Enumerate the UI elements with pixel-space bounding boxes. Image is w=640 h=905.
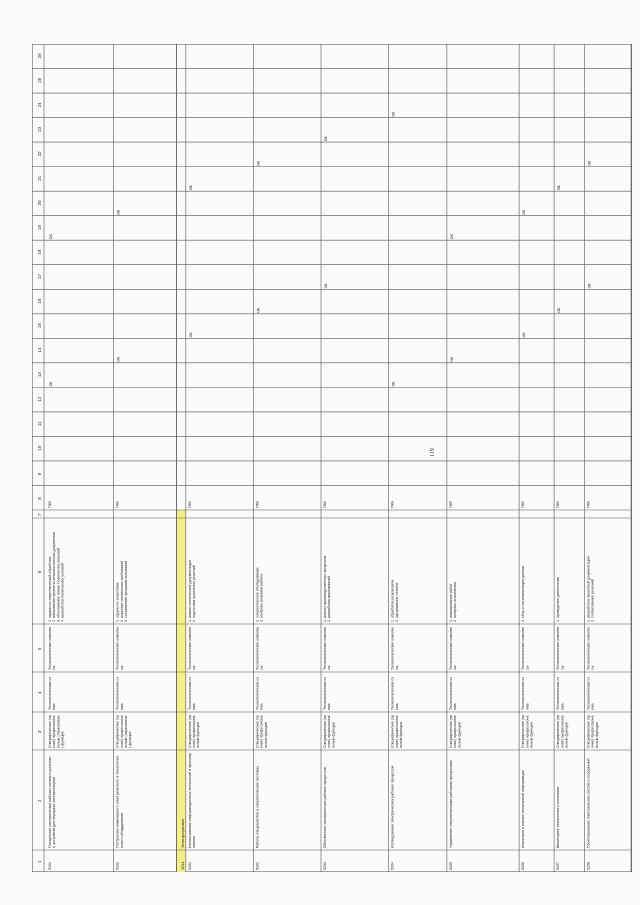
header-number: 2: [37, 799, 42, 802]
header-number: 10: [37, 445, 42, 451]
header-number: 22: [37, 151, 42, 157]
cell-code: 5201: [187, 862, 192, 870]
mark-entry: ОК: [48, 234, 53, 240]
cell-notes: 1. обработка результатов2. оформление отчетов: [390, 579, 399, 622]
header-number: 16: [37, 298, 42, 304]
cell-notes: 1. планирование работ2. контроль исполнения: [448, 582, 458, 622]
cell-function: Технологические комплексы: [187, 626, 197, 670]
mark-entry: ОК: [116, 356, 121, 362]
cell-notes: 1. задачи по энергетике2. изучение технических требований3. составление программ испытаний: [115, 560, 128, 622]
cell-type: Специфические (прочие) профессиональные функции: [521, 715, 534, 748]
cell-type: Специфические (прочие) профессиональные функции: [448, 715, 462, 748]
mark-entry: ОК: [188, 332, 193, 338]
cell-work: Технологическая схема: [187, 677, 197, 710]
cell-function: Технологические комплексы: [255, 626, 264, 670]
header-number: 15: [37, 323, 42, 329]
cell-code: 5101: [47, 862, 52, 870]
cell-mark: ПКН: [323, 500, 328, 508]
cell-mark: ПКН: [556, 500, 561, 508]
cell-work: Технологическая схема: [323, 677, 332, 710]
mark-entry: ОК: [449, 356, 454, 362]
header-number: 13: [37, 372, 42, 378]
mark-entry: ОК: [116, 209, 121, 215]
cell-notes: 1. задачи по энергетической обработке2. выполнение проектно-технологических документов3. обоснование новых технических решений4. разработка технических условий: [47, 532, 65, 622]
cell-work: Технологическая схема: [556, 677, 565, 710]
page-number: 119: [430, 448, 436, 457]
mark-entry: ОК: [557, 307, 562, 313]
cell-function: Технологические комплексы: [47, 626, 57, 670]
mark-entry: ОК: [522, 209, 527, 215]
header-number: 21: [37, 175, 42, 181]
cell-type: Специфические (прочие) профессиональные функции: [390, 715, 404, 748]
cell-code: 5208: [586, 862, 591, 870]
header-number: 12: [37, 396, 42, 402]
cell-work: Технологическая схема: [255, 677, 264, 710]
cell-mark: ПКН: [521, 500, 526, 508]
mark-entry: ОК: [256, 307, 261, 313]
cell-title: Исследование электрических рабочих процессов: [390, 765, 395, 848]
cell-mark: ПКН: [187, 500, 192, 508]
table-grid: [32, 44, 632, 872]
cell-mark: ПКН: [47, 500, 52, 508]
cell-notes: 1. анализ технической документации2. подготовка проектных решений: [187, 560, 197, 622]
cell-type: Специфические (прочие) профессиональные функции: [187, 715, 201, 748]
cell-notes: 1. анализ производственных процессов2. разработка мероприятий: [323, 555, 332, 622]
header-number: 25: [37, 77, 42, 83]
cell-mark: ПКН: [255, 500, 260, 508]
header-number: 8: [37, 497, 42, 500]
cell-mark: ПКН: [586, 500, 591, 508]
header-number: 4: [37, 691, 42, 694]
cell-work: Технологическая схема: [115, 677, 124, 710]
mark-entry: ОК: [557, 185, 562, 191]
section-code: 1511: [179, 861, 185, 870]
mark-entry: ОК: [188, 185, 193, 191]
cell-function: Технологические комплексы: [586, 626, 595, 670]
cell-title: Обеспечение электрических рабочих процессов: [323, 767, 328, 848]
mark-entry: ОК: [324, 283, 329, 289]
cell-title: Использование информационных технологий в проектировании: [187, 752, 197, 848]
header-number: 19: [37, 224, 42, 230]
cell-title: Построение электрических рабочих систем и установок, устройств для передачи электроэнергии: [47, 756, 57, 848]
section-highlight: [177, 510, 186, 872]
header-number: 3: [37, 730, 42, 733]
cell-type: Специфические (прочие) профессиональные (отраслевые) функции: [47, 715, 65, 748]
mark-entry: ОК: [48, 381, 53, 387]
cell-type: Специфические (прочие) профессиональные функции: [323, 715, 336, 748]
cell-notes: 1. энергетическое обследование2. контроль режимов работы: [255, 567, 264, 622]
cell-code: 5102: [115, 862, 120, 870]
cell-code: 5206: [521, 862, 526, 870]
cell-notes: 1. проведение диагностики: [556, 576, 561, 622]
cell-function: Технологические комплексы: [521, 626, 530, 670]
mark-entry: ОК: [587, 283, 592, 289]
cell-mark: ПКП: [448, 500, 453, 508]
cell-code: 5203: [323, 862, 328, 870]
rotated-table: [32, 44, 632, 872]
cell-function: Технологические комплексы: [390, 626, 399, 670]
header-number: 26: [37, 53, 42, 59]
mark-entry: ОК: [324, 136, 329, 142]
cell-function: Технологические комплексы: [556, 626, 565, 670]
header-number: 20: [37, 200, 42, 206]
cell-function: Технологические комплексы: [323, 626, 332, 670]
cell-work: Технологическая схема: [521, 677, 530, 710]
mark-entry: ОК: [449, 234, 454, 240]
cell-type: Специфические (прочие) профессиональные функции: [255, 715, 268, 748]
header-number: 5: [37, 647, 42, 650]
cell-work: Технологическая схема: [448, 677, 458, 710]
cell-work: Технологическая схема: [586, 677, 595, 710]
mark-entry: ОК: [587, 160, 592, 166]
mark-entry: ОК: [391, 381, 396, 387]
cell-work: Технологическая схема: [47, 677, 57, 710]
cell-mark: ПКН: [390, 500, 395, 508]
cell-title: Аналитика и анализ технической информации: [521, 770, 526, 848]
header-number: 14: [37, 347, 42, 353]
mark-entry: ОК: [391, 111, 396, 117]
cell-work: Технологическая схема: [390, 677, 399, 710]
cell-code: 5202: [255, 862, 260, 870]
header-number: 17: [37, 273, 42, 279]
header-number: 24: [37, 102, 42, 108]
cell-function: Технологические комплексы: [115, 626, 124, 670]
cell-notes: 1. сбор и систематизация данных: [521, 565, 526, 622]
section-label: Электрофизика: [179, 818, 185, 848]
cell-mark: ПКН: [115, 500, 120, 508]
header-number: 23: [37, 126, 42, 132]
cell-function: Технологические комплексы: [448, 626, 458, 670]
header-number: 7: [37, 513, 42, 516]
cell-code: 5207: [556, 862, 561, 870]
mark-entry: ОК: [522, 332, 527, 338]
header-number: 18: [37, 249, 42, 255]
cell-code: 5205: [448, 862, 453, 870]
header-number: 9: [37, 472, 42, 476]
header-number: 1: [37, 860, 42, 863]
cell-title: Управление энергетическими рабочими процессами: [448, 760, 453, 848]
cell-type: Специфические (прочие) профессиональные (отраслевые) функции: [115, 715, 133, 748]
cell-title: Проектирование электрических систем и сооружений: [586, 758, 591, 848]
cell-title: Мониторинг технического состояния: [556, 787, 561, 848]
mark-entry: ОК: [256, 160, 261, 166]
cell-type: Специфические (прочие) профессиональные функции: [586, 715, 599, 748]
header-number: 6: [37, 570, 42, 573]
cell-title: Работа специалистов в энергетических системах: [255, 765, 260, 848]
cell-title: Построение инженерного электрического и технологического оборудования: [115, 756, 124, 848]
cell-type: Специфические (прочие) профессиональные функции: [556, 715, 569, 748]
header-number: 11: [37, 421, 42, 427]
cell-notes: 1. разработка проектной документации2. согласование решений: [586, 556, 595, 622]
cell-code: 5204: [390, 862, 395, 870]
